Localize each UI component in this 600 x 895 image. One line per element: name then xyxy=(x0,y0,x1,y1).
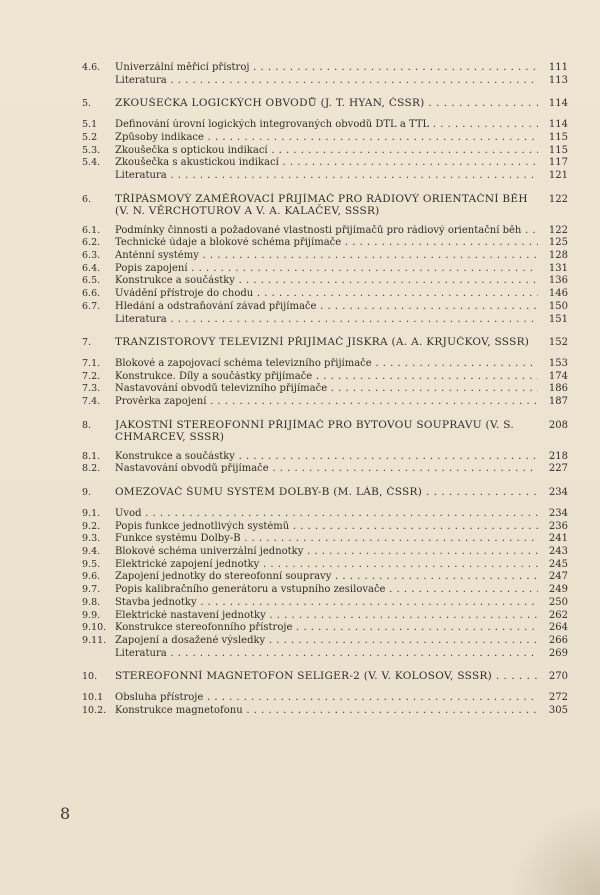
entry-number: 6.2. xyxy=(82,237,101,249)
entry-page: 122 xyxy=(548,224,568,236)
entry-title: Hledání a odstraňování závad přijímače . . . xyxy=(115,301,538,314)
entry-title: Univerzální měřicí přístroj . . . xyxy=(115,62,538,75)
entry-number: 9.11. xyxy=(82,634,107,646)
entry-page: 151 xyxy=(548,313,568,325)
entry-number: 5.2 xyxy=(82,131,98,143)
entry-number: 5.1 xyxy=(82,119,98,131)
entry-title: Anténní systémy . . . xyxy=(115,250,538,263)
entry-title: Popis kalibračního generátoru a vstupního zesilovače . . . xyxy=(115,584,538,597)
entry-page: 187 xyxy=(548,396,568,408)
toc-entry[interactable] xyxy=(82,263,568,276)
entry-number: 4.6. xyxy=(82,62,101,73)
entry-number: 8.2. xyxy=(82,463,101,475)
entry-page: 146 xyxy=(548,288,568,300)
entry-page: 186 xyxy=(548,383,568,395)
toc-section xyxy=(82,62,568,87)
toc-entry[interactable] xyxy=(82,145,568,158)
entry-page: 305 xyxy=(548,704,568,716)
toc-entry[interactable] xyxy=(82,62,568,75)
chapter-title: TŘÍPÁSMOVÝ ZAMĚŘOVACÍ PŘIJÍMAČ PRO RÁDIOVÝ ORIENTAČNÍ BĚH (V. N. VĚRCHOTUROV A V. A. KALAČEV, SSSR) xyxy=(115,192,528,217)
entry-title: Zapojení a dosažené výsledky . . . xyxy=(115,635,538,648)
entry-title: Popis funkce jednotlivých systémů . . . xyxy=(115,521,538,534)
entry-title: Funkce systému Dolby-B . . . xyxy=(115,533,538,546)
chapter-heading[interactable] xyxy=(82,193,568,221)
toc-entry[interactable] xyxy=(82,610,568,623)
entry-page: 125 xyxy=(548,237,568,249)
entry-title: Literatura . . . xyxy=(115,75,538,88)
toc-entry[interactable] xyxy=(82,521,568,534)
chapter-number: 9. xyxy=(82,487,92,499)
entry-page: 150 xyxy=(548,300,568,312)
chapter-number: 5. xyxy=(82,98,92,110)
chapter-heading[interactable] xyxy=(82,97,568,115)
entry-page: 241 xyxy=(548,533,568,545)
toc-section xyxy=(82,670,568,717)
entry-title: Definování úrovní logických integrovaných obvodů DTL a TTL . . . xyxy=(115,119,538,132)
entry-page: 174 xyxy=(548,370,568,382)
entry-page: 115 xyxy=(548,131,568,143)
entry-page: 272 xyxy=(548,692,568,704)
chapter-title: ZKOUŠEČKA LOGICKÝCH OBVODŮ (J. T. HYAN, ČSSR) . . . xyxy=(115,97,538,114)
entry-page: 113 xyxy=(548,74,568,86)
toc-entry[interactable] xyxy=(82,383,568,396)
toc-entry[interactable] xyxy=(82,705,568,718)
toc-entry[interactable] xyxy=(82,237,568,250)
toc-entry[interactable] xyxy=(82,75,568,88)
entry-page: 236 xyxy=(548,520,568,532)
entry-page: 250 xyxy=(548,596,568,608)
entry-title: Literatura . . . xyxy=(115,648,538,661)
entry-number: 5.4. xyxy=(82,157,101,169)
entry-page: 136 xyxy=(548,275,568,287)
entry-number: 9.9. xyxy=(82,609,101,621)
toc-entry[interactable] xyxy=(82,301,568,314)
toc-entry[interactable] xyxy=(82,648,568,661)
toc-entry[interactable] xyxy=(82,692,568,705)
entry-title: Blokové a zapojovací schéma televizního přijímače . . . xyxy=(115,358,538,371)
chapter-number: 8. xyxy=(82,419,92,431)
toc-entry[interactable] xyxy=(82,508,568,521)
toc-entry[interactable] xyxy=(82,225,568,238)
toc-section xyxy=(82,486,568,660)
entry-number: 6.1. xyxy=(82,224,101,236)
entry-number: 10.2. xyxy=(82,704,107,716)
toc-entry[interactable] xyxy=(82,546,568,559)
page-number: 8 xyxy=(60,804,71,823)
entry-page: 131 xyxy=(548,262,568,274)
chapter-page: 234 xyxy=(548,487,568,499)
entry-number: 7.4. xyxy=(82,396,101,408)
toc-entry[interactable] xyxy=(82,358,568,371)
entry-title: Literatura . . . xyxy=(115,314,538,327)
chapter-page: 152 xyxy=(548,337,568,349)
toc-entry[interactable] xyxy=(82,132,568,145)
chapter-page: 122 xyxy=(548,193,568,205)
entry-title: Konstrukce a součástky . . . xyxy=(115,275,538,288)
toc-entry[interactable] xyxy=(82,584,568,597)
entry-title: Konstrukce magnetofonu . . . xyxy=(115,705,538,718)
entry-title: Zkoušečka s akustickou indikací . . . xyxy=(115,157,538,170)
entry-title: Úvod . . . xyxy=(115,508,538,521)
toc-section xyxy=(82,193,568,327)
entry-number: 9.1. xyxy=(82,507,101,519)
chapter-page: 208 xyxy=(548,419,568,431)
toc-section xyxy=(82,419,568,476)
toc-entry[interactable] xyxy=(82,314,568,327)
entry-number: 9.6. xyxy=(82,571,101,583)
entry-title: Konstrukce a součástky . . . xyxy=(115,451,538,464)
entry-page: 114 xyxy=(548,119,568,131)
chapter-title: TRANZISTOROVÝ TELEVIZNÍ PŘIJÍMAČ JISKRA (A. A. KRJUČKOV, SSSR) xyxy=(115,336,530,349)
entry-title: Stavba jednotky . . . xyxy=(115,597,538,610)
entry-number: 6.5. xyxy=(82,275,101,287)
entry-number: 5.3. xyxy=(82,144,101,156)
entry-page: 262 xyxy=(548,609,568,621)
entry-number: 6.7. xyxy=(82,300,101,312)
entry-title: Zkoušečka s optickou indikací . . . xyxy=(115,145,538,158)
entry-number: 9.10. xyxy=(82,622,107,634)
entry-page: 227 xyxy=(548,463,568,475)
entry-title: Uvádění přístroje do chodu . . . xyxy=(115,288,538,301)
table-of-contents xyxy=(82,62,568,727)
entry-number: 10.1 xyxy=(82,692,104,704)
entry-number: 7.2. xyxy=(82,370,101,382)
entry-page: 266 xyxy=(548,634,568,646)
chapter-number: 10. xyxy=(82,671,98,683)
toc-entry[interactable] xyxy=(82,635,568,648)
entry-page: 115 xyxy=(548,144,568,156)
chapter-heading[interactable] xyxy=(82,670,568,688)
entry-number: 6.3. xyxy=(82,250,101,262)
entry-title: Podmínky činnosti a požadované vlastnosti přijímačů pro rádiový orientační běh . . . xyxy=(115,225,538,238)
entry-number: 7.3. xyxy=(82,383,101,395)
chapter-number: 6. xyxy=(82,193,92,205)
entry-title: Elektrické zapojení jednotky . . . xyxy=(115,559,538,572)
toc-entry[interactable] xyxy=(82,119,568,132)
toc-entry[interactable] xyxy=(82,170,568,183)
chapter-heading[interactable] xyxy=(82,419,568,447)
entry-page: 234 xyxy=(548,507,568,519)
entry-title: Elektrické nastavení jednotky . . . xyxy=(115,610,538,623)
toc-entry[interactable] xyxy=(82,463,568,476)
entry-page: 121 xyxy=(548,169,568,181)
entry-page: 128 xyxy=(548,250,568,262)
entry-title: Literatura . . . xyxy=(115,170,538,183)
chapter-page: 270 xyxy=(548,671,568,683)
entry-title: Prověrka zapojení . . . xyxy=(115,396,538,409)
toc-entry[interactable] xyxy=(82,275,568,288)
chapter-page: 114 xyxy=(548,98,568,110)
entry-title: Konstrukce stereofonního přístroje . . . xyxy=(115,622,538,635)
chapter-title: STEREOFONNÍ MAGNETOFON SELIGER-2 (V. V. KOLOSOV, SSSR) . . . xyxy=(115,670,538,687)
entry-title: Konstrukce. Díly a součástky přijímače . . . xyxy=(115,371,538,384)
toc-entry[interactable] xyxy=(82,597,568,610)
chapter-heading[interactable] xyxy=(82,336,568,354)
toc-section xyxy=(82,336,568,409)
chapter-heading[interactable] xyxy=(82,486,568,504)
toc-entry[interactable] xyxy=(82,559,568,572)
entry-title: Obsluha přístroje . . . xyxy=(115,692,538,705)
entry-number: 9.2. xyxy=(82,520,101,532)
entry-page: 264 xyxy=(548,622,568,634)
toc-entry[interactable] xyxy=(82,157,568,170)
entry-title: Popis zapojení . . . xyxy=(115,263,538,276)
entry-page: 249 xyxy=(548,584,568,596)
entry-page: 111 xyxy=(548,62,568,73)
entry-title: Zapojení jednotky do stereofonní soupravy . . . xyxy=(115,571,538,584)
toc-section xyxy=(82,97,568,182)
chapter-number: 7. xyxy=(82,337,92,349)
entry-number: 9.3. xyxy=(82,533,101,545)
entry-page: 245 xyxy=(548,558,568,570)
entry-number: 7.1. xyxy=(82,357,101,369)
entry-page: 243 xyxy=(548,545,568,557)
entry-number: 9.8. xyxy=(82,596,101,608)
toc-entry[interactable] xyxy=(82,396,568,409)
toc-entry[interactable] xyxy=(82,371,568,384)
entry-title: Technické údaje a blokové schéma přijímače . . . xyxy=(115,237,538,250)
toc-entry[interactable] xyxy=(82,622,568,635)
entry-page: 218 xyxy=(548,450,568,462)
toc-entry[interactable] xyxy=(82,250,568,263)
entry-title: Blokové schéma univerzální jednotky . . . xyxy=(115,546,538,559)
corner-stain xyxy=(510,805,600,895)
entry-title: Nastavování obvodů přijímače . . . xyxy=(115,463,538,476)
entry-page: 153 xyxy=(548,357,568,369)
entry-number: 6.4. xyxy=(82,262,101,274)
chapter-title: OMEZOVAČ ŠUMU SYSTÉM DOLBY-B (M. LÁB, ČSSR) . . . xyxy=(115,486,538,503)
entry-page: 117 xyxy=(548,157,568,169)
toc-entry[interactable] xyxy=(82,451,568,464)
entry-title: Způsoby indikace . . . xyxy=(115,132,538,145)
entry-title: Nastavování obvodů televizního přijímače . . . xyxy=(115,383,538,396)
entry-number: 6.6. xyxy=(82,288,101,300)
entry-number: 8.1. xyxy=(82,450,101,462)
entry-number: 9.5. xyxy=(82,558,101,570)
entry-page: 247 xyxy=(548,571,568,583)
toc-entry[interactable] xyxy=(82,533,568,546)
entry-page: 269 xyxy=(548,647,568,659)
entry-number: 9.4. xyxy=(82,545,101,557)
toc-entry[interactable] xyxy=(82,571,568,584)
toc-entry[interactable] xyxy=(82,288,568,301)
entry-number: 9.7. xyxy=(82,584,101,596)
chapter-title: JAKOSTNÍ STEREOFONNÍ PŘIJÍMAČ PRO BYTOVOU SOUPRAVU (V. S. CHMARCEV, SSSR) xyxy=(115,418,515,443)
